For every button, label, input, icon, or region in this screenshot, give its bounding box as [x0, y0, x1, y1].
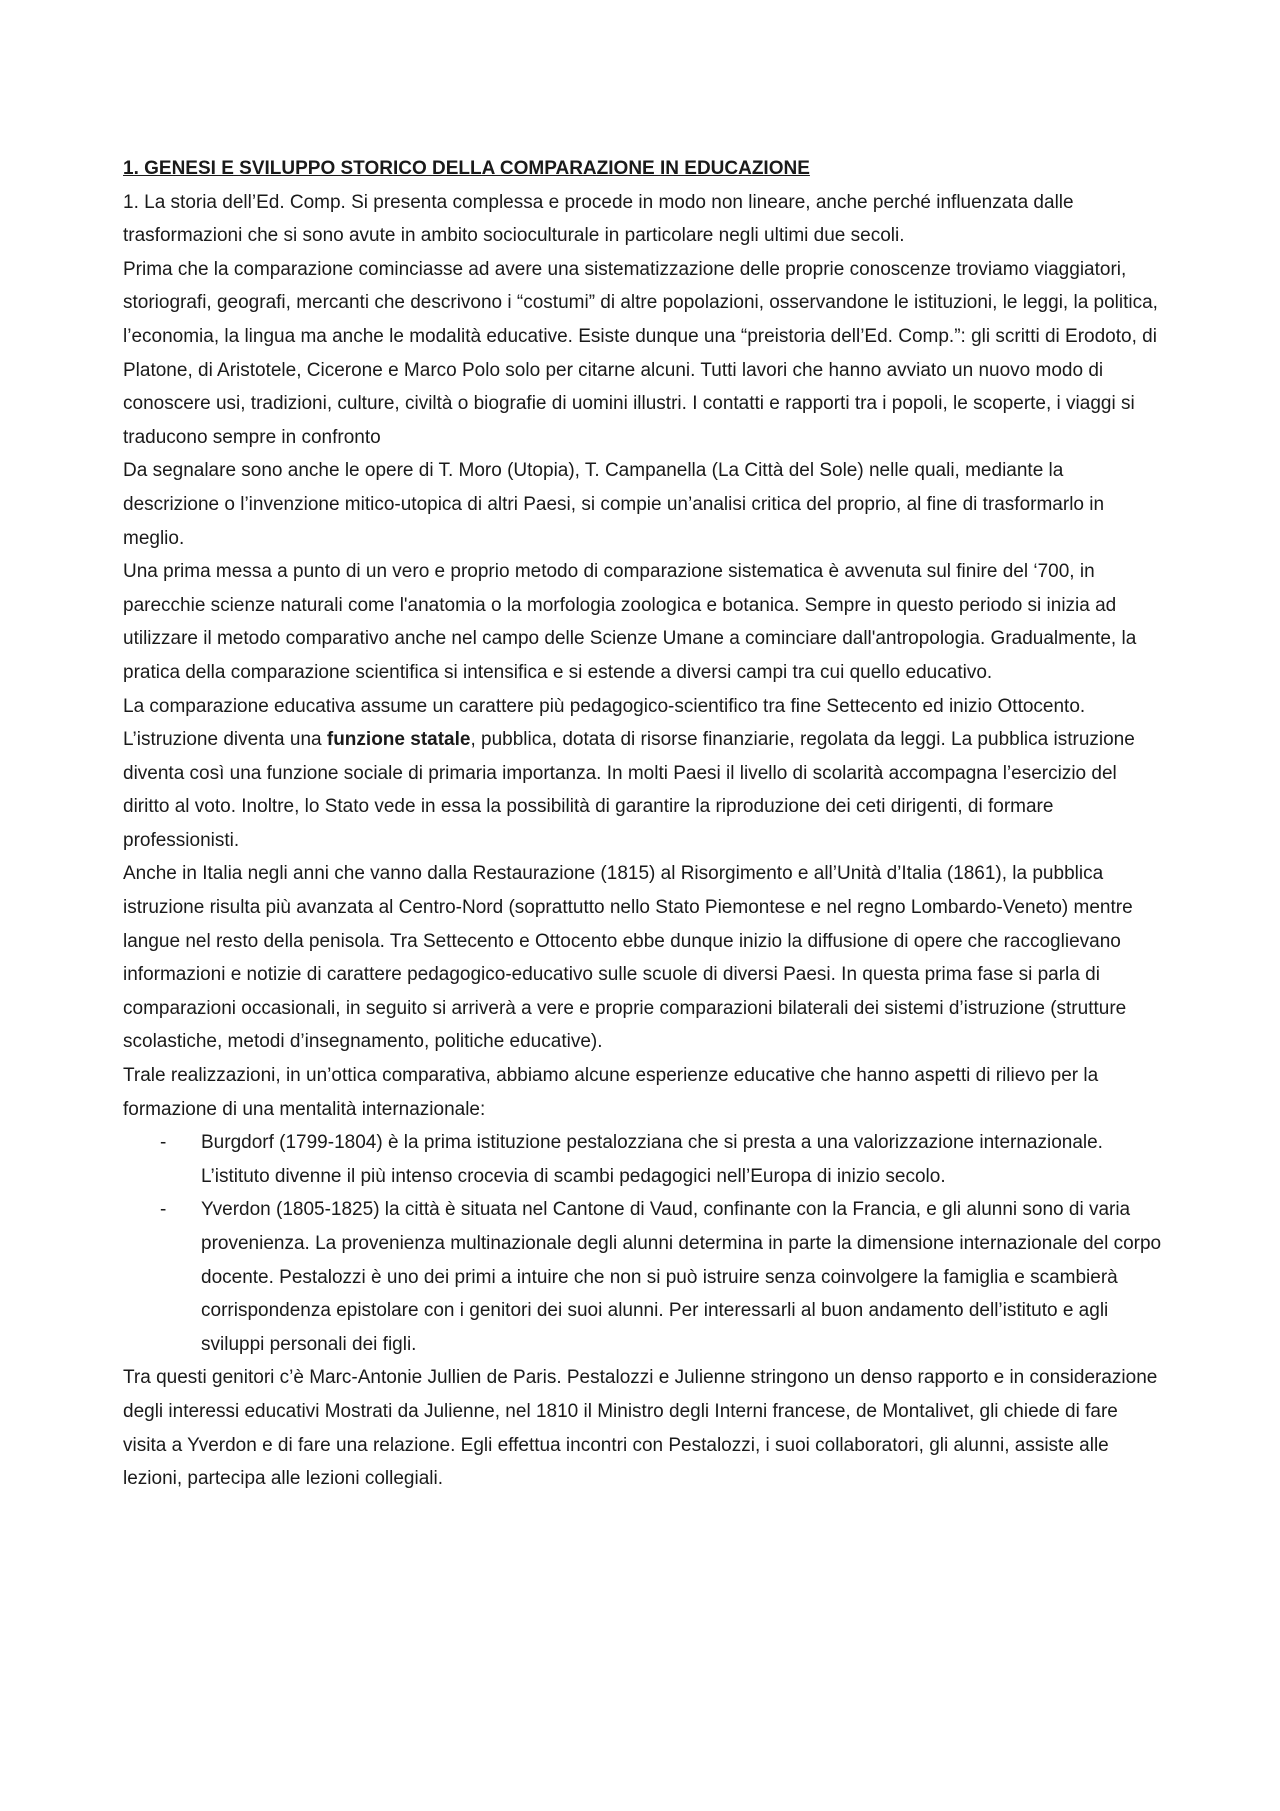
- paragraph-jullien: Tra questi genitori c’è Marc-Antonie Jullien de Paris. Pestalozzi e Julienne stringono un denso rapporto e in considerazione degli interessi educativi Mostrati da Julienne, nel 1810 il Ministro degli Interni francese, de Montalivet, gli chiede di fare visita a Yverdon e di fare una relazione. Egli effettua incontri con Pestalozzi, i suoi collaboratori, gli alunni, assiste alle lezioni, partecipa alle lezioni collegiali.: [123, 1367, 1158, 1490]
- paragraph-utopia: Da segnalare sono anche le opere di T. Moro (Utopia), T. Campanella (La Città del Sole) nelle quali, mediante la descrizione o l’invenzione mitico-utopica di altri Paesi, si compie un’analisi critica del proprio, al fine di trasformarlo in meglio.: [123, 460, 1105, 549]
- paragraph-statale-after: , pubblica, dotata di risorse finanziarie, regolata da leggi. La pubblica istruzione diventa così una funzione sociale di primaria importanza. In molti Paesi il livello di scolarità accompagna l’esercizio del diritto al voto. Inoltre, lo Stato vede in essa la possibilità di garantire la riproduzione dei ceti dirigenti, di formare professionisti.: [123, 729, 1135, 851]
- bold-funzione-statale: funzione statale: [326, 729, 471, 751]
- list-item-text: Yverdon (1805-1825) la città è situata nel Cantone di Vaud, confinante con la Francia, e gli alunni sono di varia provenienza. La provenienza multinazionale degli alunni determina in parte la dimensione internazionale del corpo docente. Pestalozzi è uno dei primi a intuire che non si può istruire senza coinvolgere la famiglia e scambierà corrispondenza epistolare con i genitori dei suoi alunni. Per interessarli al buon andamento dell’istituto e agli sviluppi personali dei figli.: [201, 1199, 1162, 1355]
- experiences-list: [123, 1126, 1163, 1361]
- paragraph-preistoria: Prima che la comparazione cominciasse ad avere una sistematizzazione delle proprie conoscenze troviamo viaggiatori, storiografi, geografi, mercanti che descrivono i “costumi” di altre popolazioni, osservandone le istituzioni, le leggi, la politica, l’economia, la lingua ma anche le modalità educative. Esiste dunque una “preistoria dell’Ed. Comp.”: gli scritti di Erodoto, di Platone, di Aristotele, Cicerone e Marco Polo solo per citarne alcuni. Tutti lavori che hanno avviato un nuovo modo di conoscere usi, tradizioni, culture, civiltà o biografie di uomini illustri. I contatti e rapporti tra i popoli, le scoperte, i viaggi si traducono sempre in confronto: [123, 258, 1158, 448]
- paragraph-realizzazioni: Trale realizzazioni, in un’ottica comparativa, abbiamo alcune esperienze educative che hanno aspetti di rilievo per la formazione di una mentalità internazionale:: [123, 1065, 1099, 1120]
- paragraph-metodo: Una prima messa a punto di un vero e proprio metodo di comparazione sistematica è avvenuta sul finire del ‘700, in parecchie scienze naturali come l'anatomia o la morfologia zoologica e botanica. Sempre in questo periodo si inizia ad utilizzare il metodo comparativo anche nel campo delle Scienze Umane a cominciare dall'antropologia. Gradualmente, la pratica della comparazione scientifica si intensifica e si estende a diversi campi tra cui quello educativo.: [123, 561, 1137, 683]
- list-item-burgdorf: [123, 1126, 1163, 1193]
- paragraph-funzione-statale: [123, 690, 1163, 858]
- paragraph-intro: 1. La storia dell’Ed. Comp. Si presenta complessa e procede in modo non lineare, anche perché influenzata dalle trasformazioni che si sono avute in ambito socioculturale in particolare negli ultimi due secoli.: [123, 191, 1074, 247]
- dash-bullet: -: [160, 1199, 167, 1221]
- document-page: [123, 152, 1163, 1496]
- paragraph-statale-before: La comparazione educativa assume un carattere più pedagogico-scientifico tra fine Settecento ed inizio Ottocento. L’istruzione diventa una: [123, 695, 1086, 751]
- list-item-text: Burgdorf (1799-1804) è la prima istituzione pestalozziana che si presta a una valorizzazione internazionale. L’istituto divenne il più intenso crocevia di scambi pedagogici nell’Europa di inizio secolo.: [201, 1132, 1103, 1187]
- list-item-yverdon: [123, 1193, 1163, 1361]
- dash-bullet: -: [160, 1132, 167, 1154]
- paragraph-italia: Anche in Italia negli anni che vanno dalla Restaurazione (1815) al Risorgimento e all’Unità d’Italia (1861), la pubblica istruzione risulta più avanzata al Centro-Nord (soprattutto nello Stato Piemontese e nel regno Lombardo-Veneto) mentre langue nel resto della penisola. Tra Settecento e Ottocento ebbe dunque inizio la diffusione di opere che raccoglievano informazioni e notizie di carattere pedagogico-educativo sulle scuole di diversi Paesi. In questa prima fase si parla di comparazioni occasionali, in seguito si arriverà a vere e proprie comparazioni bilaterali dei sistemi d’istruzione (strutture scolastiche, metodi d’insegnamento, politiche educative).: [123, 863, 1133, 1053]
- section-heading: 1. GENESI E SVILUPPO STORICO DELLA COMPARAZIONE IN EDUCAZIONE: [123, 158, 810, 179]
